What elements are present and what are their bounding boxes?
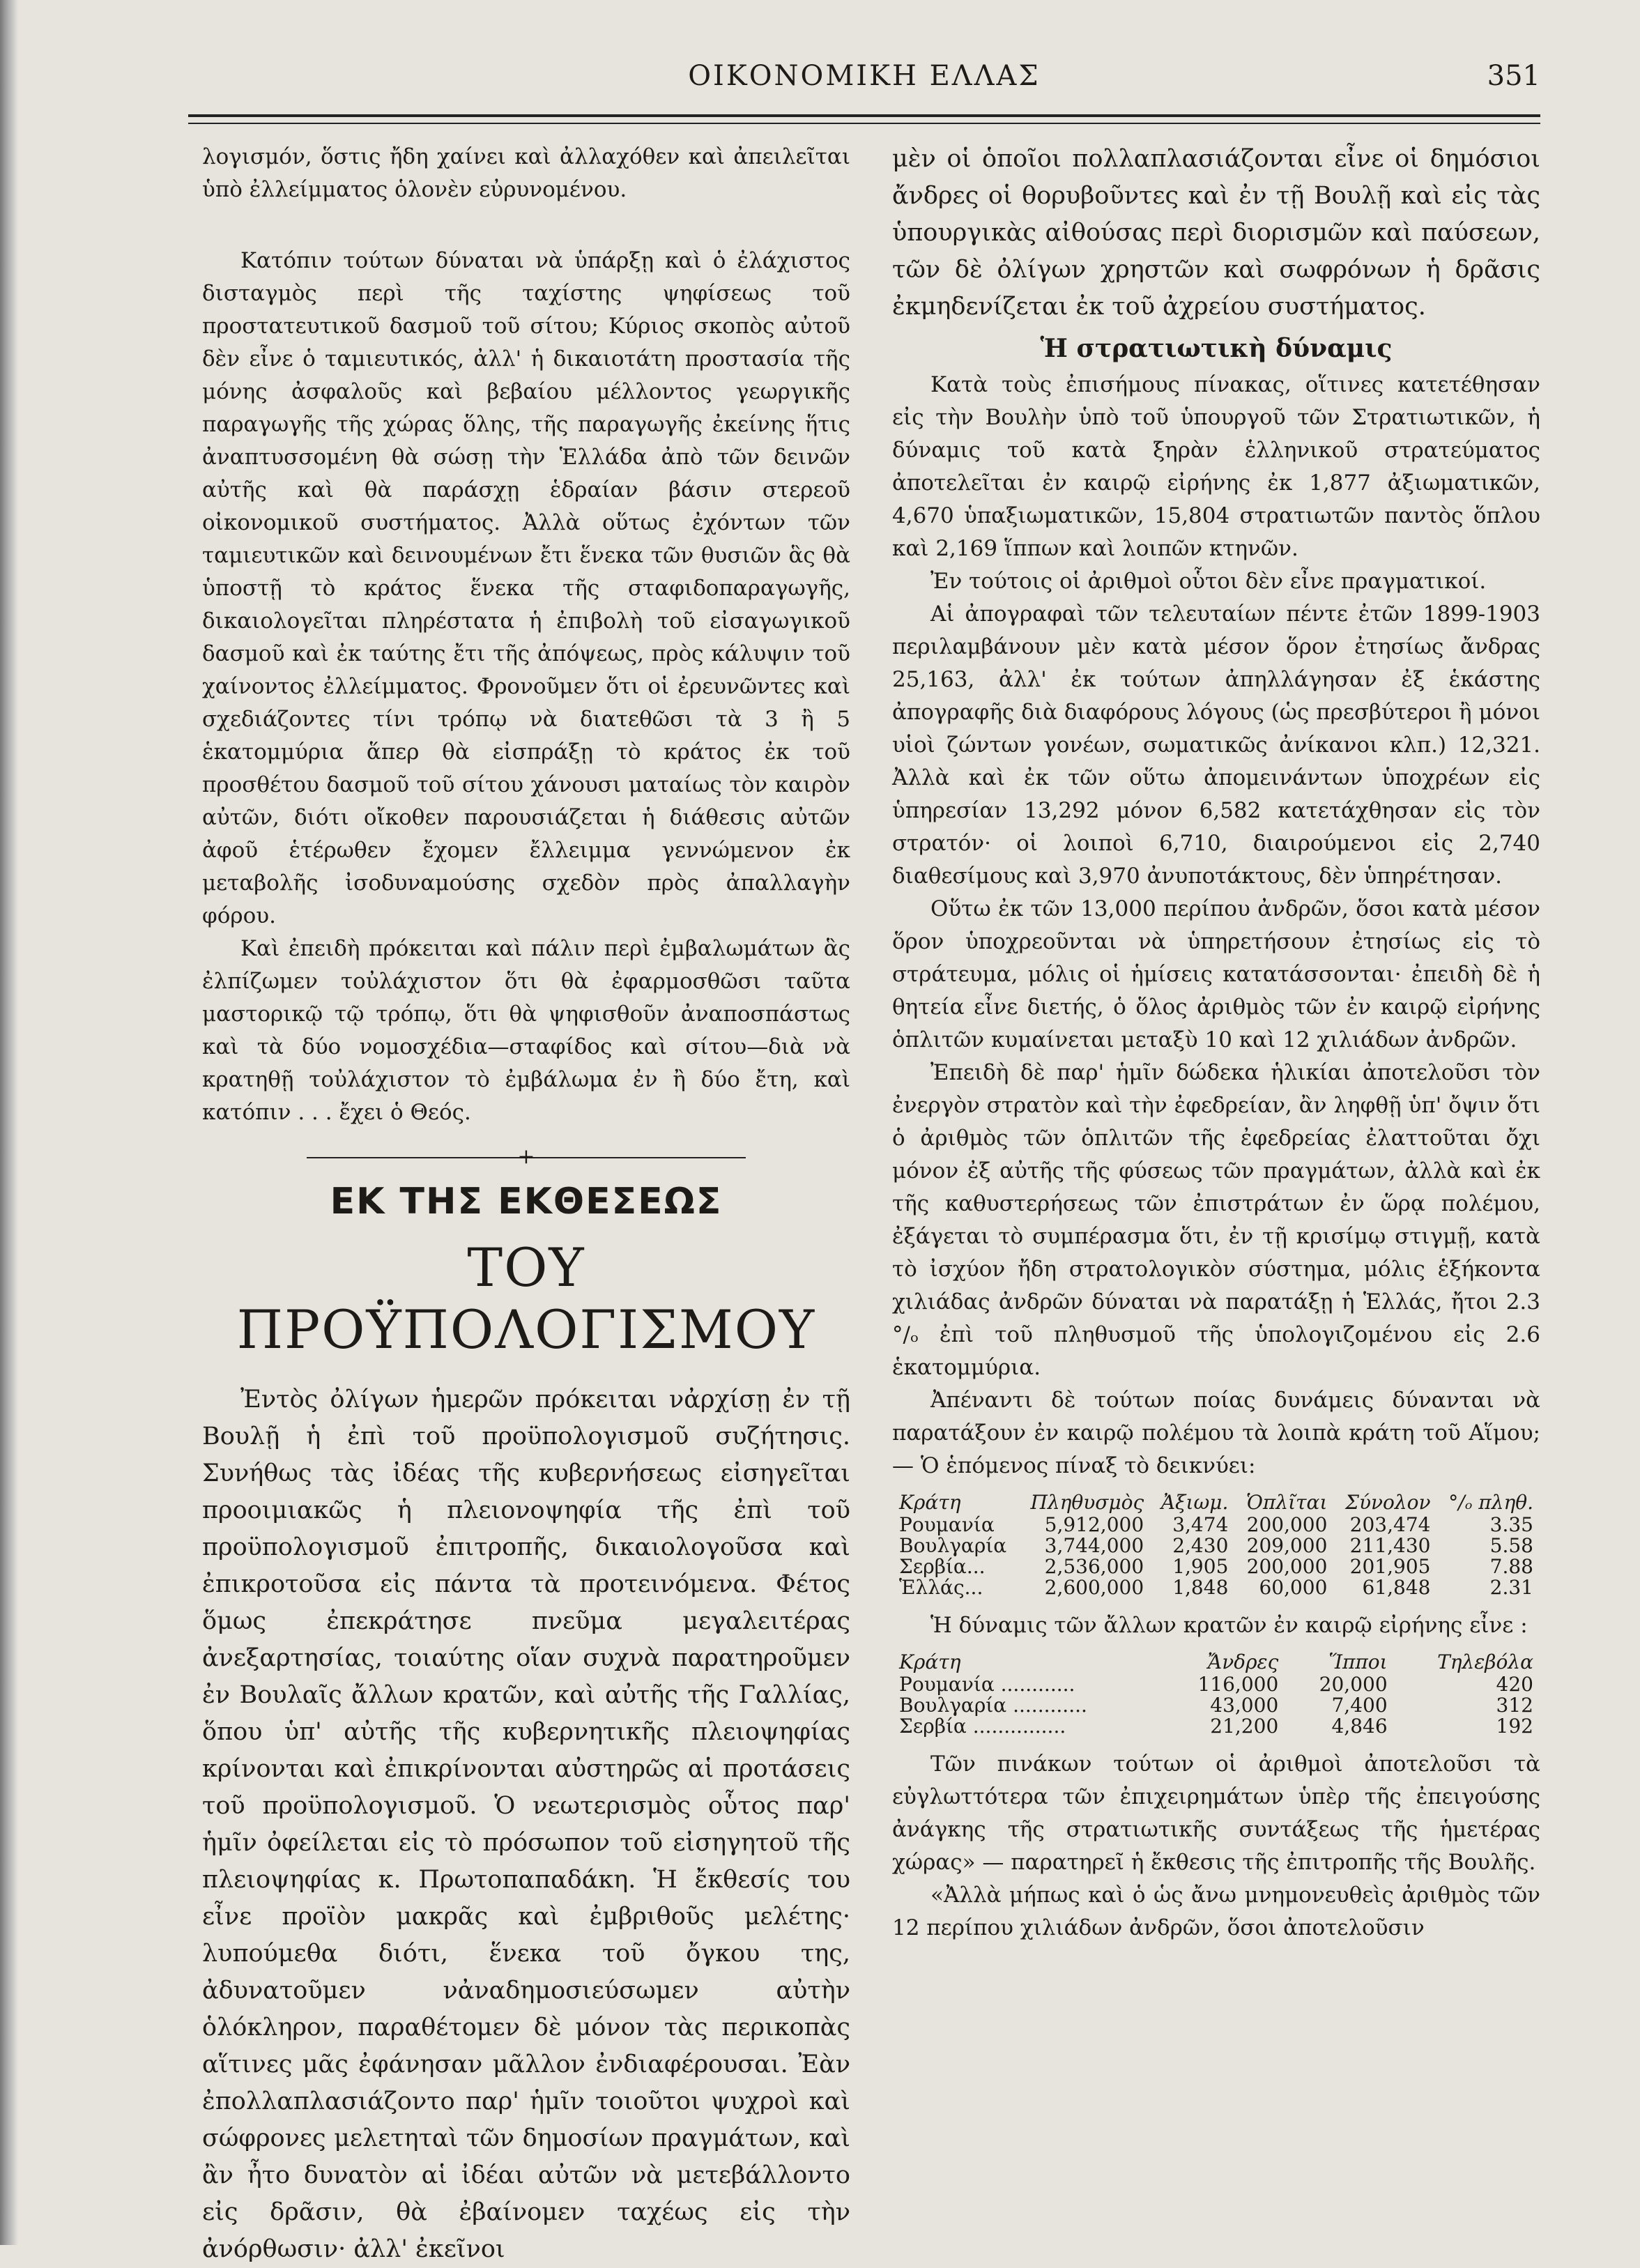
right-paragraph-7: Ἀπέναντι δὲ τούτων ποίας δυνάμεις δύνανται νὰ παρατάξουν ἐν καιρῷ πολέμου τὰ λοιπὰ κράτη τοῦ Αἵμου; — Ὁ ἑπόμενος πίναξ τὸ δεικνύει:: [892, 1388, 1540, 1478]
table-cell: Σερβία ...............: [899, 1715, 1066, 1738]
table-cell: 116,000: [1197, 1673, 1279, 1696]
left-paragraph-4: Ἐντὸς ὀλίγων ἡμερῶν πρόκειται νἀρχίσῃ ἐν τῇ Βουλῇ ἡ ἐπὶ τοῦ προϋπολογισμοῦ συζήτησις. Συνήθως τὰς ἰδέας τῆς κυβερνήσεως εἰσηγεῖται προοιμιακῶς ἡ πλειονοψηφία τῆς ἐπὶ τοῦ προϋπολογισμοῦ ἐπιτροπῆς, δικαιολογοῦσα καὶ ἐπικροτοῦσα εἰς πάντα τὰ προτεινόμενα. Φέτος ὅμως ἐπεκράτησε πνεῦμα μεγαλειτέρας ἀνεξαρτησίας, τοιαύτης οἵαν συχνὰ παρατηροῦμεν ἐν Βουλαῖς ἄλλων κρατῶν, καὶ αὐτῆς τῆς Γαλλίας, ὅπου ὑπ' αὐτῆς τῆς κυβερνητικῆς πλειοψηφίας κρίνονται καὶ ἐπικρίνονται αὐστηρῶς αἱ προτάσεις τοῦ προϋπολογισμοῦ. Ὁ νεωτερισμὸς οὗτος παρ' ἡμῖν ὀφείλεται εἰς τὸ πρόσωπον τοῦ εἰσηγητοῦ τῆς πλειοψηφίας κ. Πρωτοπαπαδάκη. Ἡ ἔκθεσίς του εἶνε προϊὸν μακρᾶς καὶ ἐμβριθοῦς μελέτης· λυπούμεθα διότι, ἕνεκα τοῦ ὄγκου της, ἀδυνατοῦμεν νἀναδημοσιεύσωμεν αὐτὴν ὁλόκληρον, παραθέτομεν δὲ μόνον τὰς περικοπὰς αἵτινες μᾶς ἐφάνησαν μᾶλλον ἐνδιαφέρουσαι. Ἐὰν ἐπολλαπλασιάζοντο παρ' ἡμῖν τοιοῦτοι ψυχροὶ καὶ σώφρονες μελετηταὶ τῶν δημοσίων πραγμάτων, καὶ ἂν ἦτο δυνατὸν αἱ ἰδέαι αὐτῶν νὰ μετεβάλλοντο εἰς δρᾶσιν, θὰ ἐβαίνομεν ταχέως εἰς τὴν ἀνόρθωσιν· ἀλλ' ἐκεῖνοι: [202, 1386, 850, 2263]
right-paragraph-1: μὲν οἱ ὁποῖοι πολλαπλασιάζονται εἶνε οἱ δημόσιοι ἄνδρες οἱ θορυβοῦντες καὶ ἐν τῇ Βουλῇ καὶ εἰς τὰς ὑπουργικὰς αἰθούσας περὶ διορισμῶν καὶ παύσεων, τῶν δὲ ὀλίγων χρηστῶν καὶ σωφρόνων ἡ δρᾶσις ἐκμηδενίζεται ἐκ τοῦ ἀχρείου συστήματος.: [892, 145, 1540, 321]
table-cell: 2,600,000: [1044, 1576, 1144, 1599]
right-paragraph-4: Αἱ ἀπογραφαὶ τῶν τελευταίων πέντε ἐτῶν 1899-1903 περιλαμβάνουν μὲν κατὰ μέσον ὅρον ἐτησίως ἄνδρας 25,163, ἀλλ' ἐκ τούτων ἀπηλλάγησαν ἐξ ἑκάστης ἀπογραφῆς διὰ διαφόρους λόγους (ὡς πρεσβύτεροι ἢ μόνοι υἱοὶ ζώντων γονέων, σωματικῶς ἀνίκανοι κλπ.) 12,321. Ἀλλὰ καὶ ἐκ τῶν οὕτω ἀπομεινάντων ὑποχρέων εἰς ὑπηρεσίαν 13,292 μόνον 6,582 κατετάχθησαν εἰς τὸν στρατόν· οἱ λοιποὶ 6,710, διαιρούμενοι εἰς 2,740 διαθεσίμους καὶ 3,970 ἀνυποτάκτους, δὲν ὑπηρέτησαν.: [892, 602, 1540, 889]
table-cell: 200,000: [1246, 1513, 1328, 1536]
paragraph-spacer: [202, 206, 850, 245]
table-header-cell: Ἄνδρες: [1207, 1650, 1279, 1673]
table-header-cell: Σύνολον: [1345, 1491, 1431, 1514]
table-header-cell: Κράτη: [899, 1650, 961, 1673]
table-cell: 211,430: [1349, 1534, 1431, 1557]
section-subheading: Ἡ στρατιωτικὴ δύναμις: [1040, 334, 1393, 363]
table-cell: 21,200: [1210, 1715, 1279, 1738]
table-cell: Βουλγαρία: [899, 1534, 1007, 1557]
table-cell: 2,536,000: [1044, 1555, 1144, 1578]
table-cell: 43,000: [1210, 1694, 1279, 1717]
table-cell: 20,000: [1319, 1673, 1388, 1696]
table-header-cell: Ὁπλῖται: [1246, 1491, 1328, 1514]
right-paragraph-8: Ἡ δύναμις τῶν ἄλλων κρατῶν ἐν καιρῷ εἰρήνης εἶνε :: [930, 1613, 1528, 1638]
table-row: [892, 1695, 1540, 1716]
table-cell: Ἑλλάς...: [899, 1576, 983, 1599]
left-column: [202, 141, 850, 2268]
table-row: [892, 1577, 1540, 1598]
table-cell: 312: [1496, 1694, 1533, 1717]
table-row: [892, 1716, 1540, 1737]
table-cell: 192: [1496, 1715, 1533, 1738]
article-kicker: ΕΚ ΤΗΣ ΕΚΘΕΣΕΩΣ: [330, 1181, 723, 1223]
table-cell: 4,846: [1331, 1715, 1388, 1738]
balkan-forces-table: [892, 1491, 1540, 1598]
table-cell: 1,905: [1172, 1555, 1229, 1578]
right-paragraph-3: Ἐν τούτοις οἱ ἀριθμοὶ οὗτοι δὲν εἶνε πραγματικοί.: [930, 569, 1487, 594]
page-number: 351: [1487, 60, 1540, 92]
table-cell: 5.58: [1489, 1534, 1533, 1557]
table-cell: Σερβία...: [899, 1555, 986, 1578]
article-title: ΤΟΥ ΠΡΟΫΠΟΛΟΓΙΣΜΟΥ: [236, 1236, 816, 1361]
table-row: [892, 1515, 1540, 1535]
table-cell: 3,474: [1172, 1513, 1229, 1536]
table-row: [892, 1556, 1540, 1577]
header-rule-thin: [188, 123, 1540, 124]
left-paragraph-2: Κατόπιν τούτων δύναται νὰ ὑπάρξῃ καὶ ὁ ἐλάχιστος δισταγμὸς περὶ τῆς ταχίστης ψηφίσεως τοῦ προστατευτικοῦ δασμοῦ τοῦ σίτου; Κύριος σκοπὸς αὐτοῦ δὲν εἶνε ὁ ταμιευτικός, ἀλλ' ἡ δικαιοτάτη προστασία τῆς μόνης ἀσφαλοῦς καὶ βεβαίου μέλλοντος γεωργικῆς παραγωγῆς τῆς χώρας ὅλης, τῆς παραγωγῆς ἐκείνης ἥτις ἀναπτυσσομένη θὰ σώσῃ τὴν Ἑλλάδα ἀπὸ τῶν δεινῶν αὐτῆς καὶ θὰ παράσχῃ ἑδραίαν βάσιν στερεοῦ οἰκονομικοῦ συστήματος. Ἀλλὰ οὕτως ἐχόντων τῶν ταμιευτικῶν καὶ δεινουμένων ἔτι ἕνεκα τῶν θυσιῶν ἃς θὰ ὑποστῇ τὸ κράτος ἕνεκα τῆς σταφιδοπαραγωγῆς, δικαιολογεῖται πληρέστατα ἡ ἐπιβολὴ τοῦ εἰσαγωγικοῦ δασμοῦ καὶ ἐκ ταύτης ἔτι τῆς ἀπόψεως, πρὸς κάλυψιν τοῦ χαίνοντος ἐλλείμματος. Φρονοῦμεν ὅτι οἱ ἐρευνῶντες καὶ σχεδιάζοντες τίνι τρόπῳ νὰ διατεθῶσι τὰ 3 ἢ 5 ἑκατομμύρια ἅπερ θὰ εἰσπράξῃ τὸ κράτος ἐκ τοῦ προσθέτου δασμοῦ τοῦ σίτου χάνουσι ματαίως τὸν καιρὸν αὐτῶν, διότι οἴκοθεν παρουσιάζεται ἡ διάθεσις αὐτῶν ἀφοῦ ἑτέρωθεν ἔχομεν ἔλλειμμα γεννώμενον ἐκ μεταβολῆς ἰσοδυναμούσης σχεδὸν πρὸς ἀπαλλαγὴν φόρου.: [202, 248, 850, 928]
table-cell: Βουλγαρία ............: [899, 1694, 1087, 1717]
page-header: [188, 60, 1540, 109]
table-header-row: [892, 1491, 1540, 1515]
table-header-cell: Ἵπποι: [1328, 1650, 1388, 1673]
journal-title: ΟΙΚΟΝΟΜΙΚΗ ΕΛΛΑΣ: [688, 60, 1041, 92]
right-paragraph-5: Οὕτω ἐκ τῶν 13,000 περίπου ἀνδρῶν, ὅσοι κατὰ μέσον ὅρον ὑποχρεοῦνται νὰ ὑπηρετήσουν ἐτησίως εἰς τὸ στράτευμα, μόλις οἱ ἡμίσεις κατατάσσονται· ἐπειδὴ δὲ ἡ θητεία εἶνε διετής, ὁ ὅλος ἀριθμὸς τῶν ἐν καιρῷ εἰρήνης ὁπλιτῶν κυμαίνεται μεταξὺ 10 καὶ 12 χιλιάδων ἀνδρῶν.: [892, 896, 1540, 1052]
right-paragraph-9: Τῶν πινάκων τούτων οἱ ἀριθμοὶ ἀποτελοῦσι τὰ εὐγλωττότερα τῶν ἐπιχειρημάτων ὑπὲρ τῆς ἐπειγούσης ἀνάγκης τῆς στρατιωτικῆς συντάξεως τῆς ἡμετέρας χώρας» — παρατηρεῖ ἡ ἔκθεσις τῆς ἐπιτροπῆς τῆς Βουλῆς.: [892, 1752, 1540, 1875]
table-cell: 420: [1496, 1673, 1533, 1696]
table-cell: Ρουμανία: [899, 1513, 995, 1536]
right-paragraph-10: «Ἀλλὰ μήπως καὶ ὁ ὡς ἄνω μνημονευθεὶς ἀριθμὸς τῶν 12 περίπου χιλιάδων ἀνδρῶν, ὅσοι ἀποτελοῦσιν: [892, 1883, 1540, 1940]
table-row: [892, 1674, 1540, 1695]
table-row: [892, 1535, 1540, 1556]
table-header-cell: °/ₒ πληθ.: [1448, 1491, 1533, 1514]
table-cell: 200,000: [1246, 1555, 1328, 1578]
table-cell: 209,000: [1246, 1534, 1328, 1557]
table-cell: 1,848: [1172, 1576, 1229, 1599]
page-binding-shadow: [0, 0, 18, 2245]
table-header-cell: Τηλεβόλα: [1437, 1650, 1533, 1673]
table-cell: 5,912,000: [1044, 1513, 1144, 1536]
table-cell: 2.31: [1489, 1576, 1533, 1599]
table-cell: 201,905: [1349, 1555, 1431, 1578]
peacetime-forces-table: [892, 1650, 1540, 1737]
table-cell: 7,400: [1331, 1694, 1388, 1717]
table-cell: 2,430: [1172, 1534, 1229, 1557]
left-paragraph-3: Καὶ ἐπειδὴ πρόκειται καὶ πάλιν περὶ ἐμβαλωμάτων ἃς ἐλπίζωμεν τοὐλάχιστον ὅτι θὰ ἐφαρμοσθῶσι ταῦτα μαστορικῷ τῷ τρόπῳ, ὅτι θὰ ψηφισθοῦν ἀναποσπάστως καὶ τὰ δύο νομοσχέδια—σταφίδος καὶ σίτου—διὰ νὰ κρατηθῇ τοὐλάχιστον τὸ ἐμβάλωμα ἐν ἢ δύο ἔτη, καὶ κατόπιν . . . ἔχει ὁ Θεός.: [202, 936, 850, 1125]
table-cell: 3,744,000: [1044, 1534, 1144, 1557]
table-header-cell: Ἀξιωμ.: [1160, 1491, 1229, 1514]
header-rule-thick: [188, 114, 1540, 117]
left-paragraph-1: λογισμόν, ὅστις ἤδη χαίνει καὶ ἀλλαχόθεν καὶ ἀπειλεῖται ὑπὸ ἐλλείμματος ὁλονὲν εὐρυνομένου.: [202, 144, 850, 202]
right-paragraph-2: Κατὰ τοὺς ἐπισήμους πίνακας, οἵτινες κατετέθησαν εἰς τὴν Βουλὴν ὑπὸ τοῦ ὑπουργοῦ τῶν Στρατιωτικῶν, ἡ δύναμις τοῦ κατὰ ξηρὰν ἑλληνικοῦ στρατεύματος ἀποτελεῖται ἐν καιρῷ εἰρήνης ἐκ 1,877 ἀξιωματικῶν, 4,670 ὑπαξιωματικῶν, 15,804 στρατιωτῶν παντὸς ὅπλου καὶ 2,169 ἵππων καὶ λοιπῶν κτηνῶν.: [892, 372, 1540, 561]
table-header-row: [892, 1650, 1540, 1674]
table-cell: 7.88: [1489, 1555, 1533, 1578]
table-header-cell: Πληθυσμὸς: [1030, 1491, 1144, 1514]
right-paragraph-6: Ἐπειδὴ δὲ παρ' ἡμῖν δώδεκα ἡλικίαι ἀποτελοῦσι τὸν ἐνεργὸν στρατὸν καὶ τὴν ἐφεδρείαν, ἂν ληφθῇ ὑπ' ὄψιν ὅτι ὁ ἀριθμὸς τῶν ὁπλιτῶν τῆς ἐφεδρείας ἐλαττοῦται ὄχι μόνον ἐξ αὐτῆς τῆς φύσεως τῶν πραγμάτων, ἀλλὰ καὶ ἐκ τῆς καθυστερήσεως τῶν ἐπιστράτων ἐν ὥρᾳ πολέμου, ἐξάγεται τὸ συμπέρασμα ὅτι, ἐν τῇ κρισίμῳ στιγμῇ, κατὰ τὸ ἰσχύον ἤδη στρατολογικὸν σύστημα, μόλις ἑξήκοντα χιλιάδας ἀνδρῶν δύναται νὰ παρατάξῃ ἡ Ἑλλάς, ἤτοι 2.3 °/ₒ ἐπὶ τοῦ πληθυσμοῦ τῆς ὑπολογιζομένου εἰς 2.6 ἑκατομμύρια.: [892, 1060, 1540, 1380]
right-column: [892, 141, 1540, 1945]
table-cell: 3.35: [1489, 1513, 1533, 1536]
table-cell: 203,474: [1349, 1513, 1431, 1536]
section-divider: [202, 1143, 850, 1171]
table-header-cell: Κράτη: [899, 1491, 961, 1514]
table-cell: 60,000: [1259, 1576, 1328, 1599]
table-cell: 61,848: [1362, 1576, 1431, 1599]
divider-ornament: +: [517, 1144, 535, 1169]
table-cell: Ρουμανία ............: [899, 1673, 1075, 1696]
